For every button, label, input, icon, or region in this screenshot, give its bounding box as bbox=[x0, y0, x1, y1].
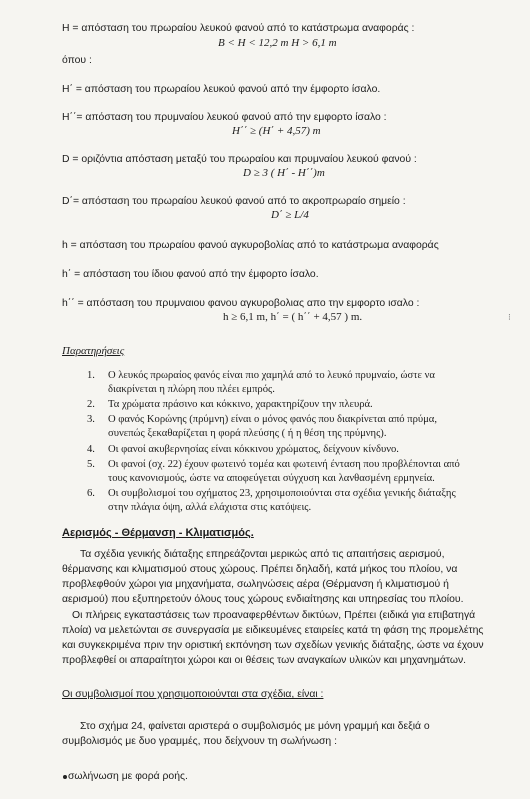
formula-D-prime: D΄ ≥ L/4 bbox=[271, 209, 309, 221]
def-H-prime: H΄ = απόσταση του πρωραίου λευκού φανού από την έμφορτο ίσαλο. bbox=[62, 84, 381, 95]
paragraph-line: πλοία) να μελετώνται σε συνεργασία με ειδικευμένες εταιρείες κατά τη φάση της προμελέτης bbox=[62, 625, 484, 636]
def-D: D = οριζόντια απόσταση μεταξύ του πρωραίου και πρυμναίου λευκού φανού : bbox=[62, 154, 417, 165]
def-h-double-prime: h΄΄ = απόσταση του πρυμναιου φανου αγκυροβολιας απο την εμφορτο ισαλο : bbox=[62, 298, 420, 309]
paragraph-line: προβλεφθούν χώροι για μηχανήματα, σωληνώσεις αέρα (Θέρμανση ή κλιματισμού ή bbox=[62, 579, 449, 590]
def-opou: όπου : bbox=[62, 55, 92, 66]
observations-title: Παρατηρήσεις bbox=[62, 345, 125, 357]
list-item-text: Οι φανοί (σχ. 22) έχουν φωτεινό τομέα και φωτεινή ένταση που προβλέπονται από bbox=[108, 459, 460, 470]
paragraph-line: αερισμού) που εξυπηρετούν όλους τους χώρους ενδιαίτησης και υπηρεσίας του πλοίου. bbox=[62, 594, 464, 605]
scan-mark: ⁝ bbox=[508, 312, 511, 322]
bullet-text: σωλήνωση με φορά ροής. bbox=[68, 771, 188, 782]
section-heading: Αερισμός - Θέρμανση - Κλιματισμός. bbox=[62, 527, 254, 539]
paragraph-line: Οι πλήρεις εγκαταστάσεις των προαναφερθέντων δικτύων, Πρέπει (ειδικά για επιβατηγά bbox=[72, 610, 476, 621]
list-item-number: 1. bbox=[87, 370, 95, 381]
def-h-prime: h΄ = απόσταση του ίδιου φανού από την έμφορτο ίσαλο. bbox=[62, 269, 319, 280]
formula-h: h ≥ 6,1 m, h΄ = ( h΄΄ + 4,57 ) m. bbox=[223, 311, 363, 323]
list-item-number: 3. bbox=[87, 414, 95, 425]
formula-H-double-prime: H΄΄ ≥ (H΄ + 4,57) m bbox=[232, 125, 321, 137]
paragraph-line: Τα σχέδια γενικής διάταξης επηρεάζονται μερικώς από τις απαιτήσεις αερισμού, bbox=[80, 549, 445, 560]
list-item-text: διακρίνεται η πλώρη που πλέει εμπρός. bbox=[108, 384, 275, 395]
symbols-title: Οι συμβολισμοί που χρησιμοποιούνται στα σχέδια, είναι : bbox=[62, 689, 324, 700]
list-item-text: στην πλάγια όψη, αλλά ελάχιστα στις κατόψεις. bbox=[108, 502, 312, 513]
list-item-text: τους κανονισμούς, ώστε να αποφεύγεται σύγχυση και λανθασμένη ερμηνεία. bbox=[108, 473, 435, 484]
paragraph-line: συμβολισμός με δυο γραμμές, που δείχνουν τη σωλήνωση : bbox=[62, 736, 337, 747]
def-h: h = απόσταση του πρωραίου φανού αγκυροβολίας από το κατάστρωμα αναφοράς bbox=[62, 240, 439, 251]
paragraph-line: θέρμανσης και κλιματισμού στους χώρους. Πρέπει δηλαδή, κατά μήκος του πλοίου, να bbox=[62, 564, 458, 575]
formula-H: B < H < 12,2 m H > 6,1 m bbox=[218, 37, 337, 49]
list-item-number: 2. bbox=[87, 399, 95, 410]
formula-D: D ≥ 3 ( H΄ - H΄΄)m bbox=[243, 167, 325, 179]
list-item-text: Τα χρώματα πράσινο και κόκκινο, χαρακτηρίζουν την πλευρά. bbox=[108, 399, 373, 410]
def-D-prime: D΄= απόσταση του πρωραίου λευκού φανού από το ακροπρωραίο σημείο : bbox=[62, 196, 406, 207]
list-item-text: Οι συμβολισμοί του σχήματος 23, χρησιμοποιούνται στα σχέδια γενικής διάταξης bbox=[108, 488, 456, 499]
def-H-double-prime: H΄΄= απόσταση του πρυμναίου λευκού φανού από την εμφορτο ίσαλο : bbox=[62, 112, 387, 123]
list-item-number: 4. bbox=[87, 444, 95, 455]
list-item-text: Ο φανός Κορώνης (πρύμνη) είναι ο μόνος φανός που διακρίνεται από πρύμα, bbox=[108, 414, 438, 425]
list-item-text: Ο λευκός πρωραίος φανός είναι πιο χαμηλά από το λευκό πρυμναίο, ώστε να bbox=[108, 370, 435, 381]
list-item-number: 6. bbox=[87, 488, 95, 499]
paragraph-line: προβλεφθεί οι απαραίτητοι χώροι και οι θέσεις των αναγκαίων υλικών και μηχανημάτων. bbox=[62, 655, 467, 666]
paragraph-line: Στο σχήμα 24, φαίνεται αριστερά ο συμβολισμός με μόνη γραμμή και δεξιά ο bbox=[80, 721, 430, 732]
list-item-text: Οι φανοί ακυβερνησίας είναι κόκκινου χρώματος, δείχνουν κίνδυνο. bbox=[108, 444, 399, 455]
def-H: H = απόσταση του πρωραίου λευκού φανού από το κατάστρωμα αναφοράς : bbox=[62, 23, 415, 34]
paragraph-line: και συγκεκριμένα πριν την οριστική εκπόνηση των σχεδίων γενικής διάταξης, ώστε να έχουν bbox=[62, 640, 484, 651]
list-item-number: 5. bbox=[87, 459, 95, 470]
bullet-dot-icon bbox=[63, 775, 67, 779]
list-item-text: συνεπώς ξεκαθαρίζεται η φορά πλεύσης ( ή η θέση της πρύμνης). bbox=[108, 428, 387, 439]
